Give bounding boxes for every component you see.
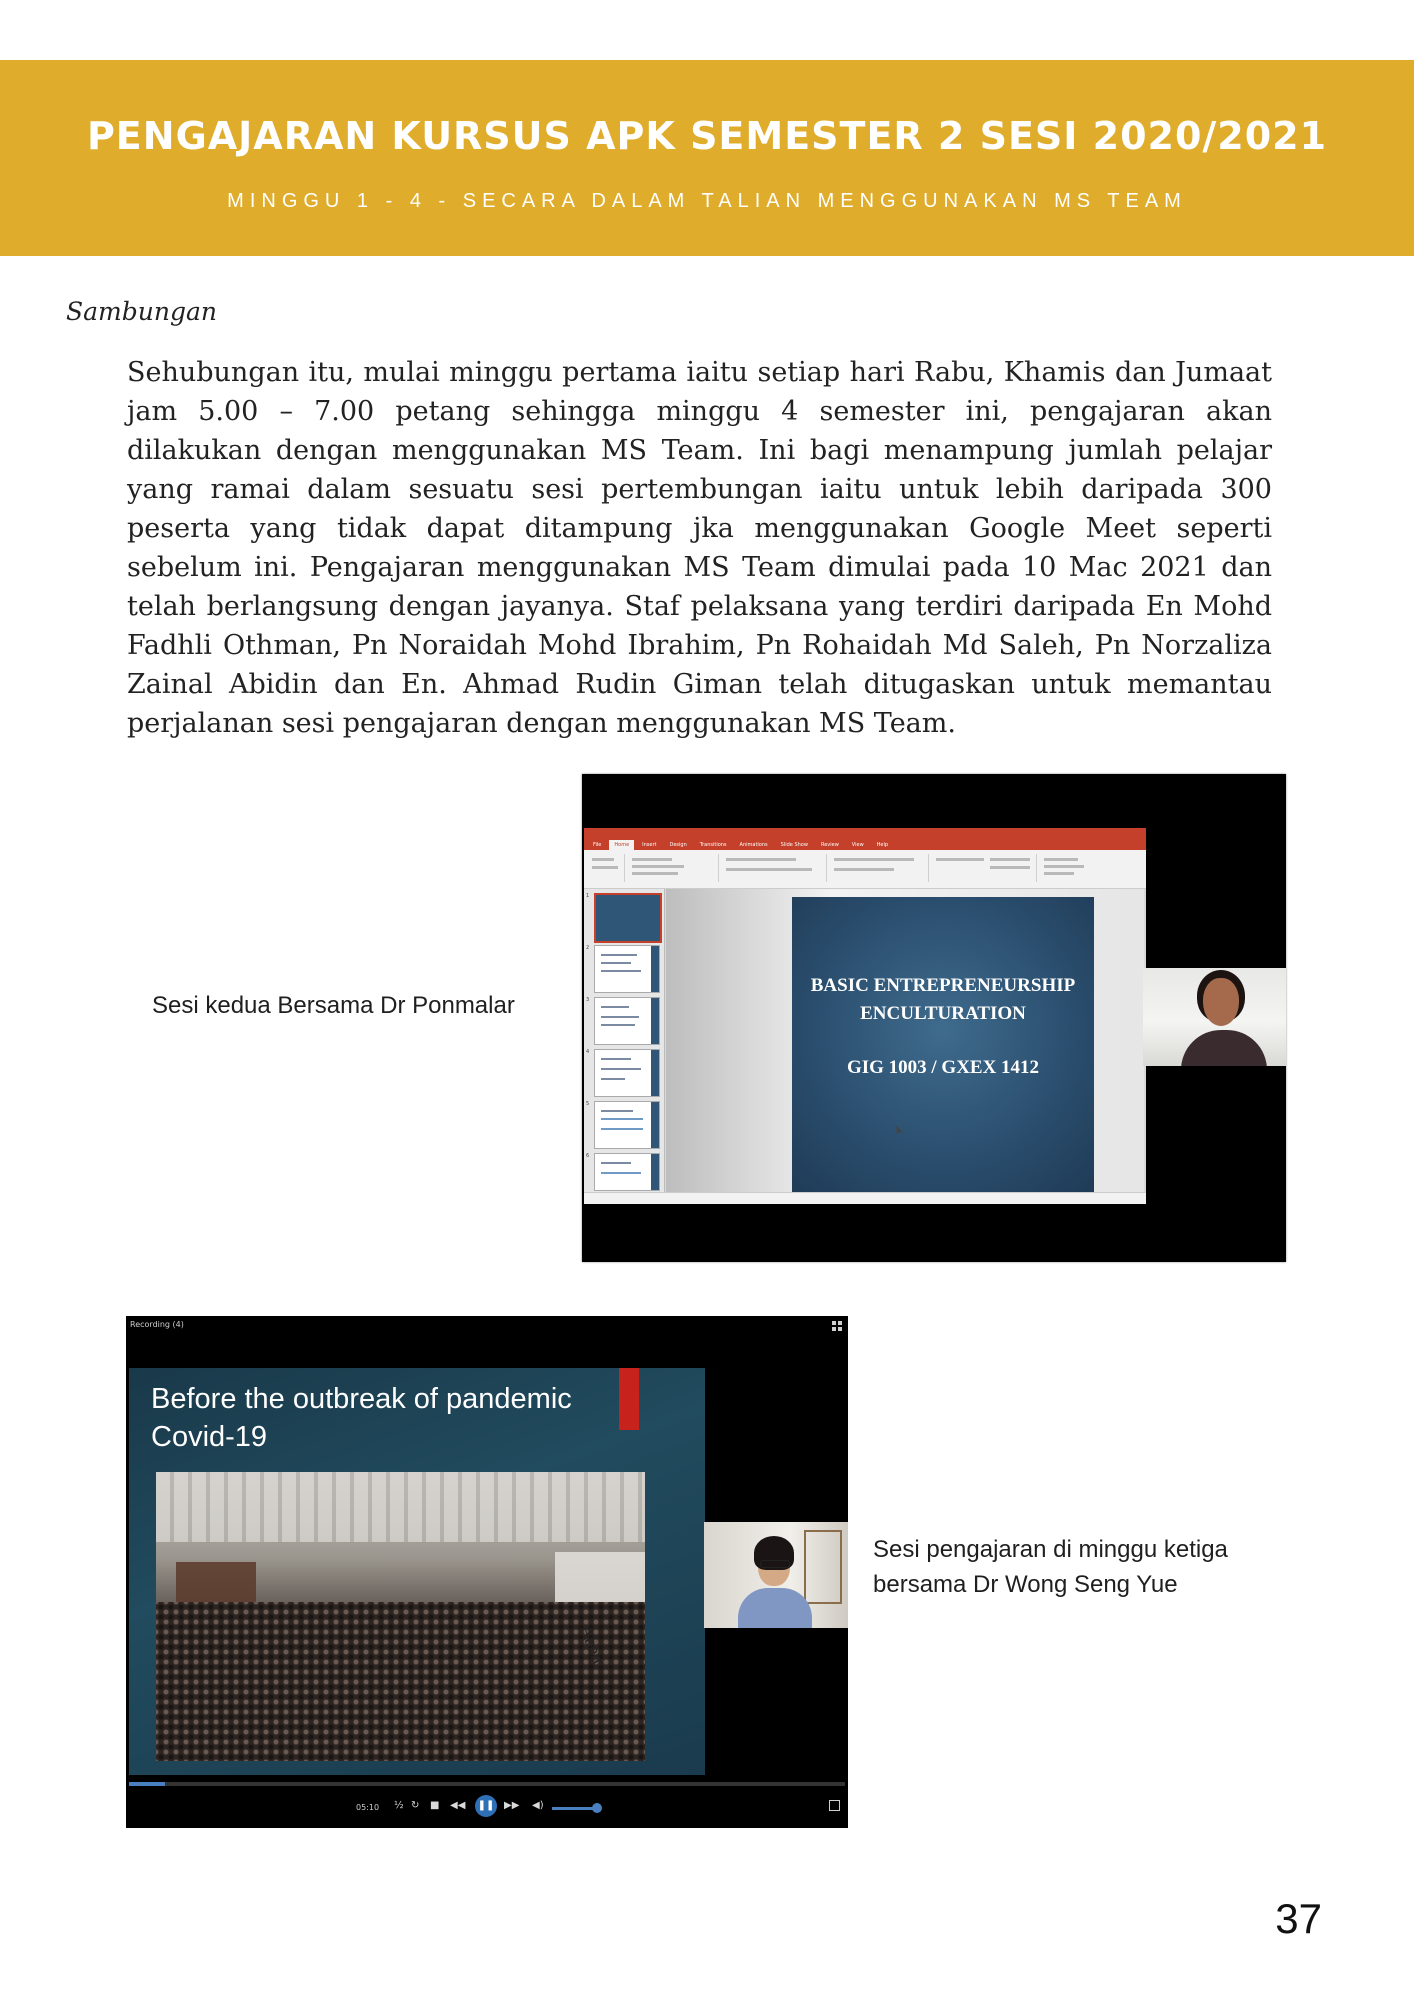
ribbon-group-drawing <box>932 854 1037 882</box>
ppt-menu-item: Help <box>876 842 889 848</box>
teams-screenshot-powerpoint <box>582 774 1286 1262</box>
lecturer-glasses <box>760 1560 790 1568</box>
thumb-number: 4 <box>586 1049 590 1055</box>
powerpoint-window <box>584 828 1146 1204</box>
slide-thumbnail <box>594 945 660 993</box>
slide-thumbnails-pane <box>584 889 665 1193</box>
slide-thumbnail <box>594 1101 660 1149</box>
playback-progress-bar[interactable] <box>129 1782 845 1786</box>
current-slide <box>792 897 1094 1193</box>
ppt-menu-item: Transitions <box>699 842 727 848</box>
slide-thumbnail <box>594 893 662 943</box>
thumb-number: 5 <box>586 1101 590 1107</box>
page-title: PENGAJARAN KURSUS APK SEMESTER 2 SESI 2020/2021 <box>86 114 1328 158</box>
page-subtitle: MINGGU 1 - 4 - SECARA DALAM TALIAN MENGGUNAKAN MS TEAM <box>227 190 1187 212</box>
slide-course-code: GIG 1003 / GXEX 1412 <box>846 1057 1040 1078</box>
header-banner <box>0 60 1414 256</box>
thumb-number: 3 <box>586 997 590 1003</box>
ribbon-group-font <box>722 854 827 882</box>
ppt-menu <box>584 840 1146 850</box>
figure2-caption: Sesi pengajaran di minggu ketiga bersama Dr Wong Seng Yue <box>873 1536 1228 1598</box>
thumb-number: 6 <box>586 1153 590 1159</box>
replay-icon[interactable]: ↻ <box>411 1800 420 1811</box>
slide-title-line1: BASIC ENTREPRENEURSHIP <box>810 975 1076 996</box>
figure1-caption: Sesi kedua Bersama Dr Ponmalar <box>152 992 515 1019</box>
recording-window-title: Recording (4) <box>130 1320 184 1329</box>
ppt-ribbon <box>584 850 1146 889</box>
ribbon-group-clipboard <box>588 854 625 882</box>
elapsed-time: 05:10 <box>356 1803 380 1812</box>
continuation-label: Sambungan <box>66 297 217 326</box>
volume-knob[interactable] <box>592 1803 602 1813</box>
shop-sign: Aberc <box>576 1622 611 1671</box>
slide-title-line2: ENCULTURATION <box>860 1003 1026 1024</box>
ppt-menu-item: Slide Show <box>780 842 808 848</box>
slide-red-accent <box>619 1368 639 1430</box>
ribbon-group-paragraph <box>830 854 929 882</box>
playback-progress-fill <box>129 1782 165 1786</box>
ppt-menu-item: Animations <box>739 842 768 848</box>
grid-view-icon <box>832 1321 842 1331</box>
page-number: 37 <box>1275 1895 1322 1942</box>
ppt-menu-item: Home <box>609 840 634 850</box>
slide-heading: Before the outbreak of pandemic Covid-19 <box>151 1383 572 1453</box>
fullscreen-icon[interactable] <box>829 1800 840 1811</box>
ppt-menu-item: Review <box>820 842 839 848</box>
ppt-menu-item: Design <box>669 842 687 848</box>
recording-screenshot <box>126 1316 848 1828</box>
shared-slide <box>129 1368 705 1775</box>
slide-editing-area <box>666 889 1136 1193</box>
volume-icon[interactable]: ◀) <box>532 1800 544 1811</box>
thumb-number: 2 <box>586 945 590 951</box>
presenter-body <box>1181 1030 1267 1066</box>
lecturer-body <box>738 1588 812 1628</box>
slide-thumbnail <box>594 1153 660 1191</box>
slide-thumbnail <box>594 997 660 1045</box>
ribbon-group-slides <box>628 854 719 882</box>
slide-thumbnail <box>594 1049 660 1097</box>
fast-forward-icon[interactable]: ▶▶ <box>504 1800 520 1811</box>
body-paragraph: Sehubungan itu, mulai minggu pertama iaitu setiap hari Rabu, Khamis dan Jumaat jam 5.00 – 7.00 petang sehingga minggu 4 semester ini, pengajaran akan dilakukan dengan menggunakan MS Team. Ini bagi menampung jumlah pelajar yang ramai dalam sesuatu sesi pertembungan iaitu untuk lebih daripada 300 peserta yang tidak dapat ditampung jka menggunakan Google Meet seperti sebelum ini. Pengajaran menggunakan MS Team dimulai pada 10 Mac 2021 dan telah berlangsung dengan jayanya. Staf pelaksana yang terdiri daripada En Mohd Fadhli Othman, Pn Noraidah Mohd Ibrahim, Pn Rohaidah Md Saleh, Pn Norzaliza Zainal Abidin dan En. Ahmad Rudin Giman telah ditugaskan untuk memantau perjalanan sesi pengajaran dengan menggunakan MS Team. <box>127 357 1272 739</box>
ppt-status-bar <box>584 1192 1146 1204</box>
stop-icon[interactable]: ■ <box>430 1800 440 1811</box>
rewind-icon[interactable]: ◀◀ <box>450 1800 466 1811</box>
lecturer-webcam <box>704 1522 848 1628</box>
thumb-number: 1 <box>586 893 590 899</box>
ribbon-group-editing <box>1040 854 1100 882</box>
presenter-webcam <box>1143 968 1286 1066</box>
ppt-menu-item: File <box>593 842 602 848</box>
player-controls <box>126 1792 848 1826</box>
ppt-menu-item: View <box>851 842 864 848</box>
speed-icon[interactable]: ½ <box>394 1800 404 1811</box>
ppt-titlebar <box>584 828 1146 840</box>
ppt-menu-item: Insert <box>642 842 657 848</box>
crowd-photo <box>156 1472 645 1761</box>
presenter-face <box>1203 978 1239 1026</box>
pause-button[interactable]: ❚❚ <box>475 1795 497 1817</box>
